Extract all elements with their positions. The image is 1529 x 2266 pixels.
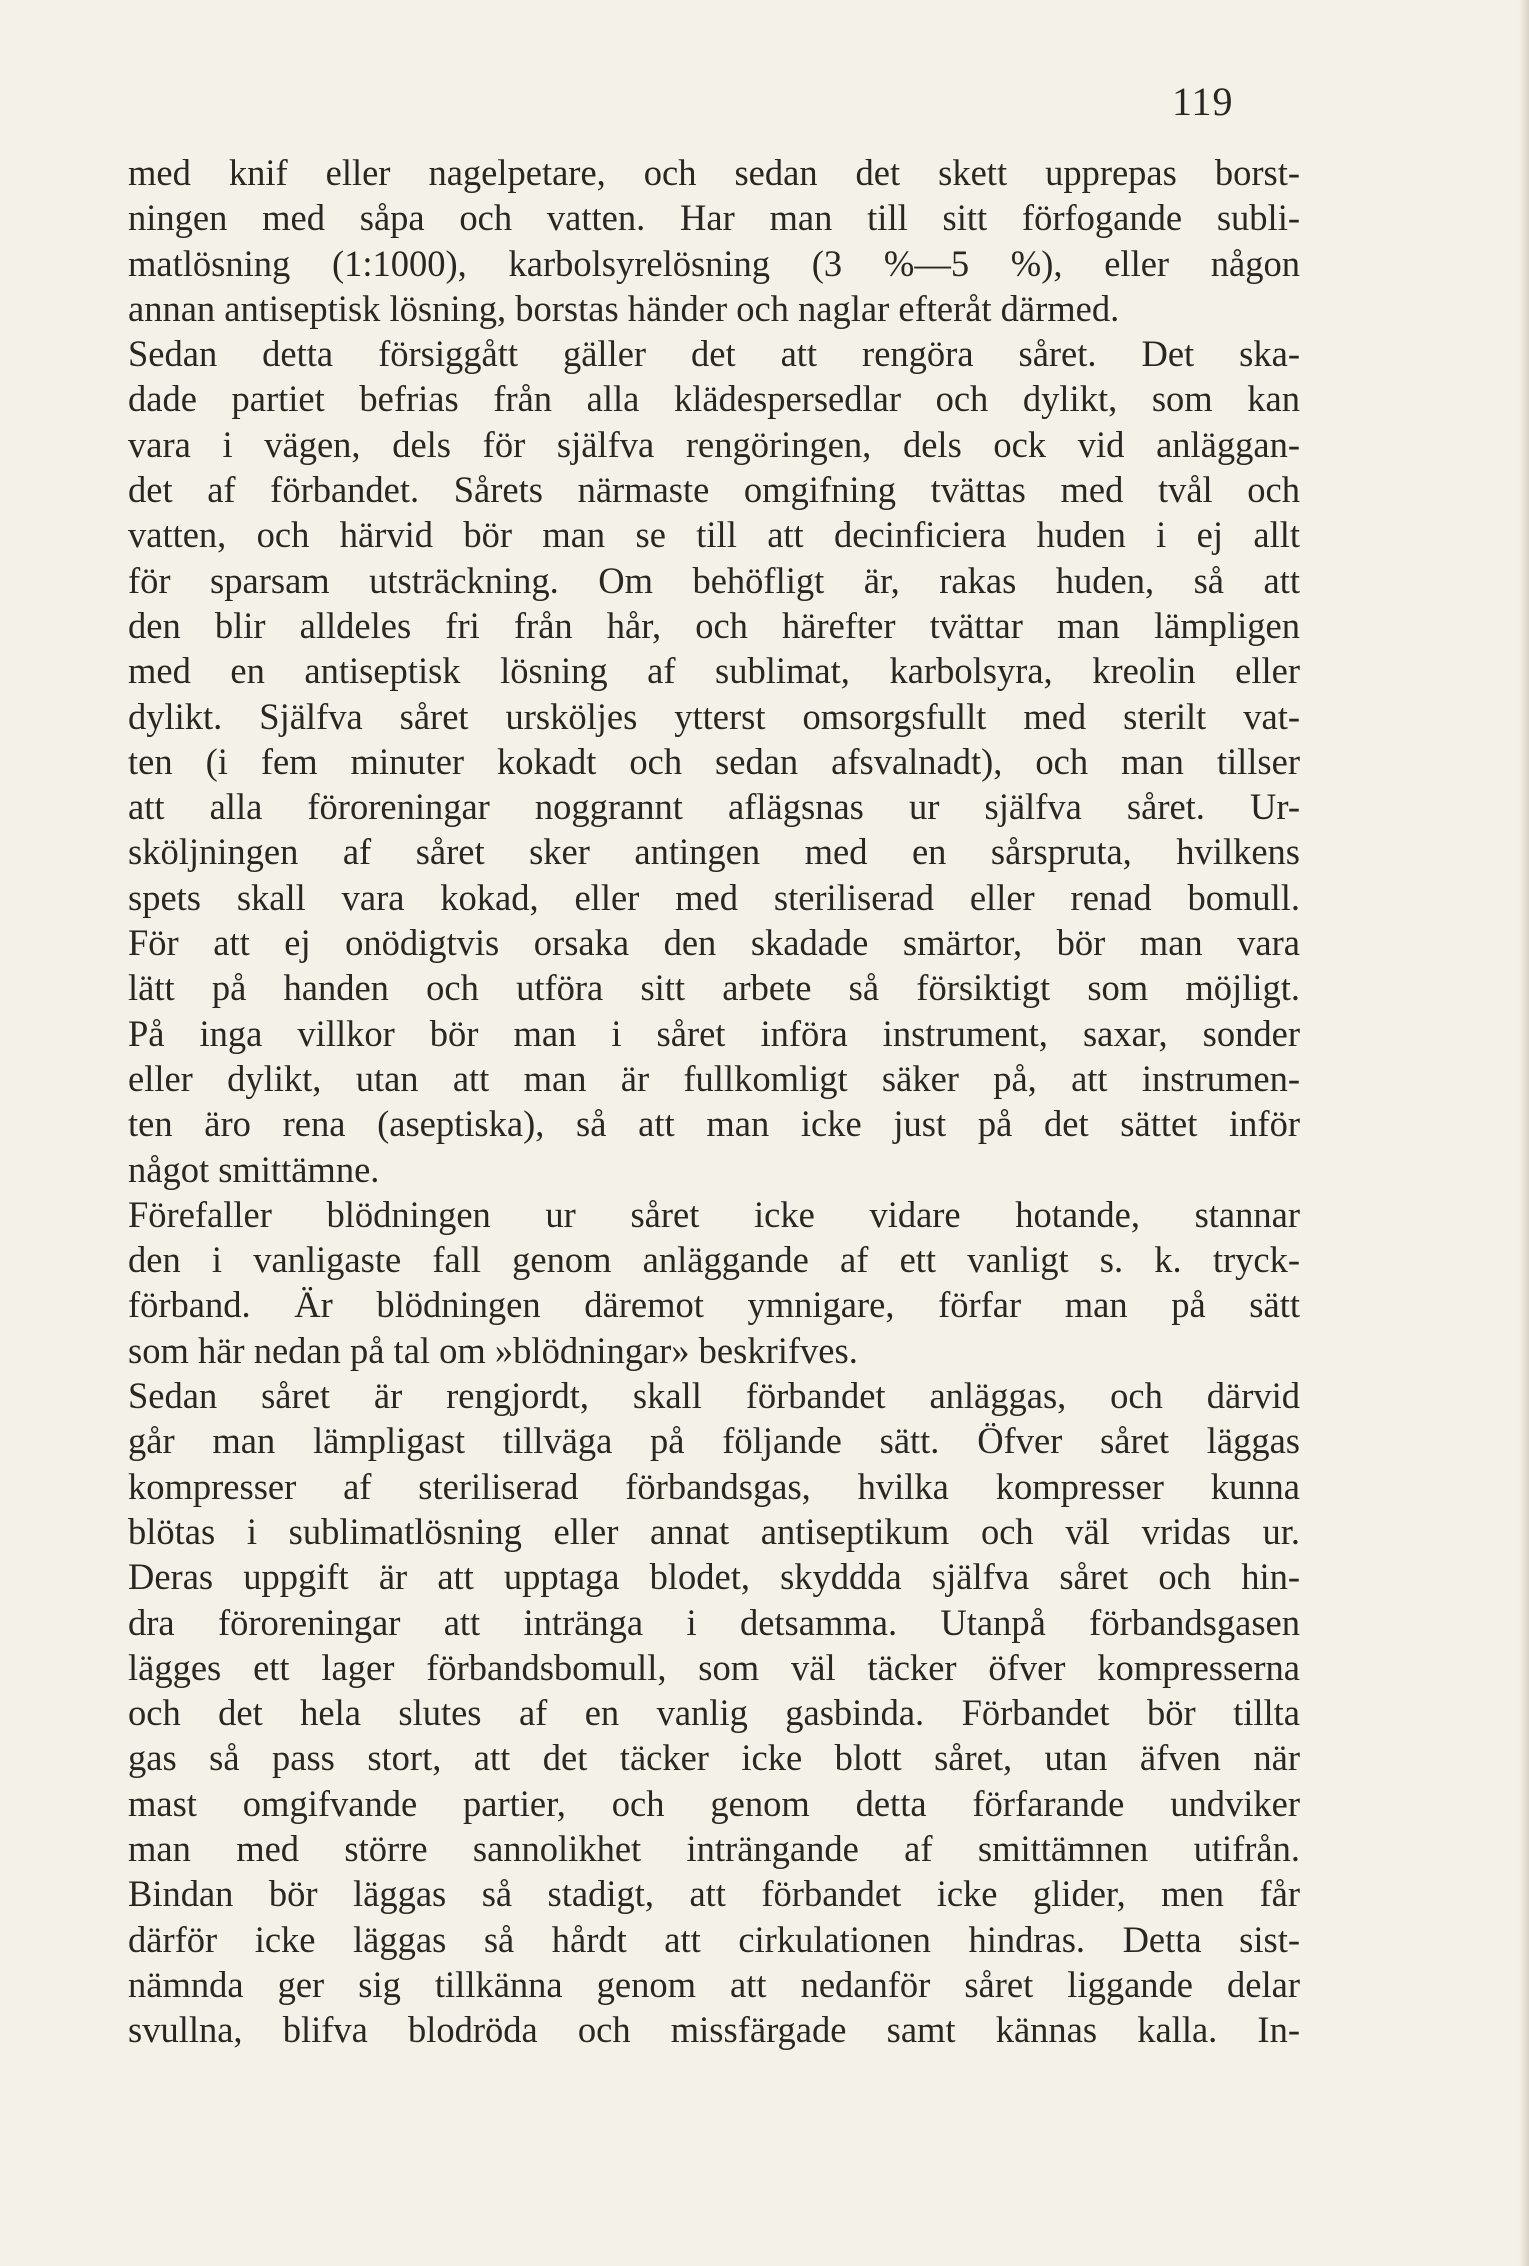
text-line: Sedan detta försiggått gäller det att rengöra såret. Det ska-	[128, 333, 1300, 375]
body-text	[128, 150, 1300, 2052]
text-line: svullna, blifva blodröda och missfärgade samt kännas kalla. In-	[128, 2009, 1300, 2051]
text-line: förband. Är blödningen däremot ymnigare, förfar man på sätt	[128, 1284, 1300, 1326]
text-line: kompresser af steriliserad förbandsgas, hvilka kompresser kunna	[128, 1465, 1300, 1507]
text-line: ten (i fem minuter kokadt och sedan afsvalnadt), och man tillser	[128, 740, 1300, 782]
text-line: matlösning (1:1000), karbolsyrelösning (3 %—5 %), eller någon	[128, 242, 1300, 284]
text-line: nämnda ger sig tillkänna genom att nedanför såret liggande delar	[128, 1963, 1300, 2005]
text-line: Bindan bör läggas så stadigt, att förbandet icke glider, men får	[128, 1873, 1300, 1915]
text-line: går man lämpligast tillväga på följande sätt. Öfver såret läggas	[128, 1420, 1300, 1462]
text-line: eller dylikt, utan att man är fullkomligt säker på, att instrumen-	[128, 1057, 1300, 1099]
text-line: den blir alldeles fri från hår, och härefter tvättar man lämpligen	[128, 604, 1300, 646]
text-line: det af förbandet. Sårets närmaste omgifning tvättas med tvål och	[128, 469, 1300, 511]
text-line: Sedan såret är rengjordt, skall förbandet anläggas, och därvid	[128, 1375, 1300, 1417]
text-line: vatten, och härvid bör man se till att decinficiera huden i ej allt	[128, 514, 1300, 556]
text-line: ningen med såpa och vatten. Har man till sitt förfogande subli-	[128, 197, 1300, 239]
page-edge-shadow	[1519, 0, 1529, 2266]
text-line: som här nedan på tal om »blödningar» beskrifves.	[128, 1329, 858, 1371]
text-line: dade partiet befrias från alla klädespersedlar och dylikt, som kan	[128, 378, 1300, 420]
text-line: man med större sannolikhet inträngande af smittämnen utifrån.	[128, 1827, 1300, 1869]
text-line: För att ej onödigtvis orsaka den skadade smärtor, bör man vara	[128, 922, 1300, 964]
text-line: med en antiseptisk lösning af sublimat, karbolsyra, kreolin eller	[128, 650, 1300, 692]
text-line: ten äro rena (aseptiska), så att man icke just på det sättet inför	[128, 1103, 1300, 1145]
text-line: för sparsam utsträckning. Om behöfligt är, rakas huden, så att	[128, 559, 1300, 601]
text-line: mast omgifvande partier, och genom detta förfarande undviker	[128, 1782, 1300, 1824]
text-line: dylikt. Själfva såret ursköljes ytterst omsorgsfullt med sterilt vat-	[128, 695, 1300, 737]
text-line: gas så pass stort, att det täcker icke blott såret, utan äfven när	[128, 1737, 1300, 1779]
text-line: lätt på handen och utföra sitt arbete så försiktigt som möjligt.	[128, 967, 1300, 1009]
text-line: På inga villkor bör man i såret införa instrument, saxar, sonder	[128, 1012, 1300, 1054]
text-line: Deras uppgift är att upptaga blodet, skyddda själfva såret och hin-	[128, 1556, 1300, 1598]
text-line: annan antiseptisk lösning, borstas händer och naglar efteråt därmed.	[128, 287, 1120, 329]
text-line: sköljningen af såret sker antingen med en sårspruta, hvilkens	[128, 831, 1300, 873]
text-line: vara i vägen, dels för själfva rengöringen, dels ock vid anläggan-	[128, 423, 1300, 465]
text-line: med knif eller nagelpetare, och sedan det skett upprepas borst-	[128, 152, 1300, 193]
text-line: den i vanligaste fall genom anläggande af ett vanligt s. k. tryck-	[128, 1239, 1300, 1281]
page-number: 119	[1172, 79, 1234, 124]
text-line: och det hela slutes af en vanlig gasbinda. Förbandet bör tillta	[128, 1692, 1300, 1734]
text-line: dra föroreningar att intränga i detsamma. Utanpå förbandsgasen	[128, 1601, 1300, 1643]
text-line: blötas i sublimatlösning eller annat antiseptikum och väl vridas ur.	[128, 1510, 1300, 1552]
text-line: Förefaller blödningen ur såret icke vidare hotande, stannar	[128, 1193, 1300, 1235]
text-line: därför icke läggas så hårdt att cirkulationen hindras. Detta sist-	[128, 1918, 1300, 1960]
text-line: något smittämne.	[128, 1148, 380, 1190]
text-line: att alla föroreningar noggrannt aflägsnas ur själfva såret. Ur-	[128, 786, 1300, 828]
text-line: spets skall vara kokad, eller med steriliserad eller renad bomull.	[128, 876, 1300, 918]
text-line: lägges ett lager förbandsbomull, som väl täcker öfver kompresserna	[128, 1646, 1300, 1688]
